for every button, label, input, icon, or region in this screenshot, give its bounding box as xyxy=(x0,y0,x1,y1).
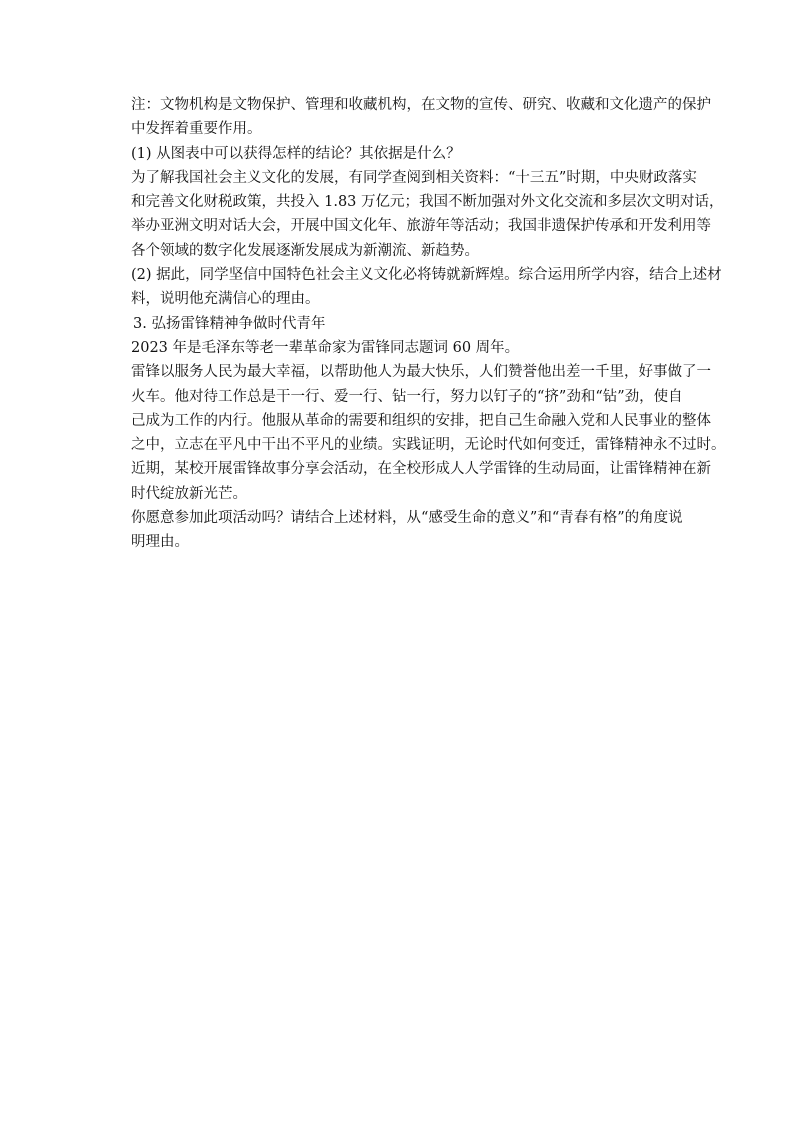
question-2-line-1: (2) 据此，同学坚信中国特色社会主义文化必将铸就新辉煌。综合运用所学内容，结合上述材 xyxy=(131,267,722,284)
material-line-3: 举办亚洲文明对话大会，开展中国文化年、旅游年等活动；我国非遗保护传承和开发利用等 xyxy=(131,218,711,235)
leifeng-line-3: 己成为工作的内行。他服从革命的需要和组织的安排，把自己生命融入党和人民事业的整体 xyxy=(131,412,711,429)
material-line-1: 为了解我国社会主义文化的发展，有同学查阅到相关资料：“十三五”时期，中央财政落实 xyxy=(131,169,697,186)
question-3-line-1: 你愿意参加此项活动吗？请结合上述材料，从“感受生命的意义”和“青春有格”的角度说 xyxy=(131,510,683,527)
activity-line-2: 时代绽放新光芒。 xyxy=(131,485,247,502)
leifeng-line-4: 之中，立志在平凡中干出不平凡的业绩。实践证明，无论时代如何变迁，雷锋精神永不过时。 xyxy=(131,437,726,454)
leifeng-line-2: 火车。他对待工作总是干一行、爱一行、钻一行，努力以钉子的“挤”劲和“钻”劲，使自 xyxy=(131,388,683,405)
leifeng-line-1: 雷锋以服务人民为最大幸福，以帮助他人为最大快乐，人们赞誉他出差一千里，好事做了一 xyxy=(131,364,711,381)
question-1: (1) 从图表中可以获得怎样的结论？其依据是什么？ xyxy=(131,145,461,162)
document-body xyxy=(131,93,726,555)
question-2-line-2: 料，说明他充满信心的理由。 xyxy=(131,291,320,308)
activity-line-1: 近期，某校开展雷锋故事分享会活动，在全校形成人人学雷锋的生动局面，让雷锋精神在新 xyxy=(131,461,711,478)
leifeng-intro: 2023 年是毛泽东等老一辈革命家为雷锋同志题词 60 周年。 xyxy=(131,339,520,356)
material-line-2: 和完善文化财税政策，共投入 1.83 万亿元；我国不断加强对外文化交流和多层次文明对话， xyxy=(131,194,724,211)
material-line-4: 各个领域的数字化发展逐渐发展成为新潮流、新趋势。 xyxy=(131,242,479,259)
section-3-heading: 3. 弘扬雷锋精神争做时代青年 xyxy=(133,315,326,332)
note-line-2: 中发挥着重要作用。 xyxy=(131,121,262,138)
note-line-1: 注：文物机构是文物保护、管理和收藏机构，在文物的宣传、研究、收藏和文化遗产的保护 xyxy=(131,97,711,113)
question-3-line-2: 明理由。 xyxy=(131,534,189,551)
